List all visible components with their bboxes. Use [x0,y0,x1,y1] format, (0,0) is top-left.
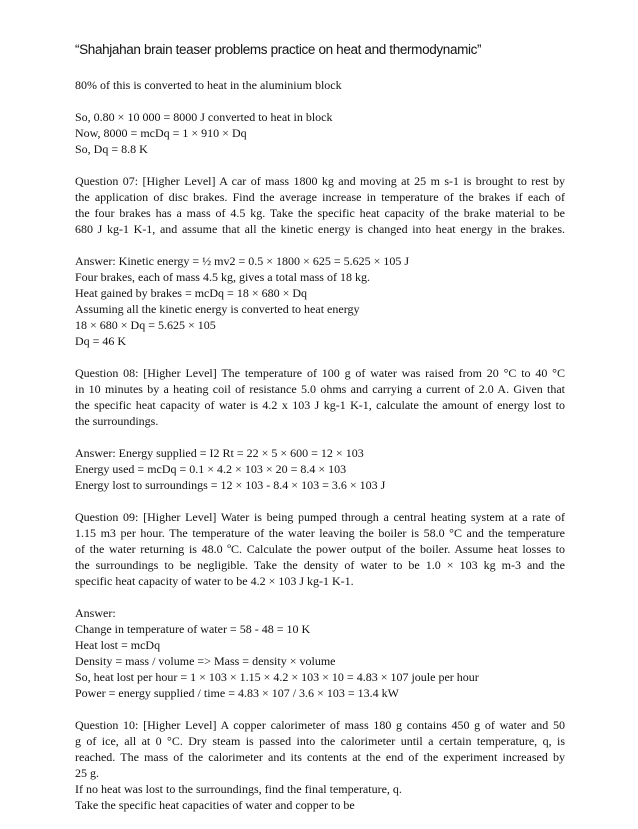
text-line: of the water returning is 48.0 ºC. Calculate the power output of the boiler. Assume heat losses to [75,542,565,556]
text-line: specific heat capacity of water to be 4.2 × 103 J kg-1 K-1. [75,574,354,588]
text-line: Question 10: [Higher Level] A copper calorimeter of mass 180 g contains 450 g of water and 50 [75,718,565,732]
answer-07 [75,253,565,349]
question-08 [75,365,565,429]
text-line: the surroundings. [75,414,159,428]
text-line: Question 09: [Higher Level] Water is being pumped through a central heating system at a rate of [75,510,565,524]
answer-08 [75,445,565,493]
text-line: Energy lost to surroundings = 12 × 103 - 8.4 × 103 = 3.6 × 103 J [75,478,386,492]
question-07 [75,173,565,237]
text-line: Assuming all the kinetic energy is converted to heat energy [75,302,360,316]
text-line: g of ice, all at 0 °C. Dry steam is passed into the calorimeter until a certain temperature, q, is [75,734,565,748]
text-line: Take the specific heat capacities of water and copper to be [75,798,355,812]
page-title: “Shahjahan brain teaser problems practice on heat and thermodynamic” [75,42,482,57]
text-line: the surroundings to be negligible. Take the density of water to be 1.0 × 103 kg m-3 and the [75,558,565,572]
text-line: Question 07: [Higher Level] A car of mass 1800 kg and moving at 25 m s-1 is brought to rest by [75,174,565,188]
text-line: 25 g. [75,766,99,780]
text-line: the specific heat capacity of water is 4.2 x 103 J kg-1 K-1, calculate the amount of energy lost to [75,398,565,412]
text-line: Now, 8000 = mcDq = 1 × 910 × Dq [75,126,247,140]
question-09 [75,509,565,589]
text-line: Answer: [75,606,116,620]
text-line: So, Dq = 8.8 K [75,142,148,156]
question-10 [75,717,565,813]
text-line: Heat lost = mcDq [75,638,161,652]
paragraph [75,77,565,93]
text-line: reached. The mass of the calorimeter and its contents at the end of the experiment increased by [75,750,565,764]
text-line: Density = mass / volume => Mass = density × volume [75,654,336,668]
text-line: Energy used = mcDq = 0.1 × 4.2 × 103 × 20 = 8.4 × 103 [75,462,347,476]
text-line: the four brakes has a mass of 4.5 kg. Take the specific heat capacity of the brake material to be [75,206,565,220]
text-line: Answer: Kinetic energy = ½ mv2 = 0.5 × 1800 × 625 = 5.625 × 105 J [75,254,410,268]
text-line: Power = energy supplied / time = 4.83 × 107 / 3.6 × 103 = 13.4 kW [75,686,399,700]
text-line: in 10 minutes by a heating coil of resistance 5.0 ohms and carrying a current of 2.0 A. Given that [75,382,565,396]
answer-09 [75,605,565,701]
text-line: 18 × 680 × Dq = 5.625 × 105 [75,318,216,332]
text-line: If no heat was lost to the surroundings, find the final temperature, q. [75,782,402,796]
text-line: the application of disc brakes. Find the average increase in temperature of the brakes if each of [75,190,565,204]
text-line: Change in temperature of water = 58 - 48 = 10 K [75,622,311,636]
text-line: 680 J kg-1 K-1, and assume that all the kinetic energy is changed into heat energy in the brakes. [75,222,565,236]
paragraph [75,109,565,157]
document-body [75,77,565,829]
text-line: Heat gained by brakes = mcDq = 18 × 680 × Dq [75,286,308,300]
text-line: 80% of this is converted to heat in the aluminium block [75,78,342,92]
text-line: Answer: Energy supplied = I2 Rt = 22 × 5 × 600 = 12 × 103 [75,446,364,460]
text-line: 1.15 m3 per hour. The temperature of the water leaving the boiler is 58.0 °C and the temperature [75,526,565,540]
text-line: So, 0.80 × 10 000 = 8000 J converted to heat in block [75,110,333,124]
text-line: Question 08: [Higher Level] The temperature of 100 g of water was raised from 20 °C to 40 °C [75,366,565,380]
text-line: Four brakes, each of mass 4.5 kg, gives a total mass of 18 kg. [75,270,370,284]
text-line: Dq = 46 K [75,334,127,348]
text-line: So, heat lost per hour = 1 × 103 × 1.15 × 4.2 × 103 × 10 = 4.83 × 107 joule per hour [75,670,479,684]
